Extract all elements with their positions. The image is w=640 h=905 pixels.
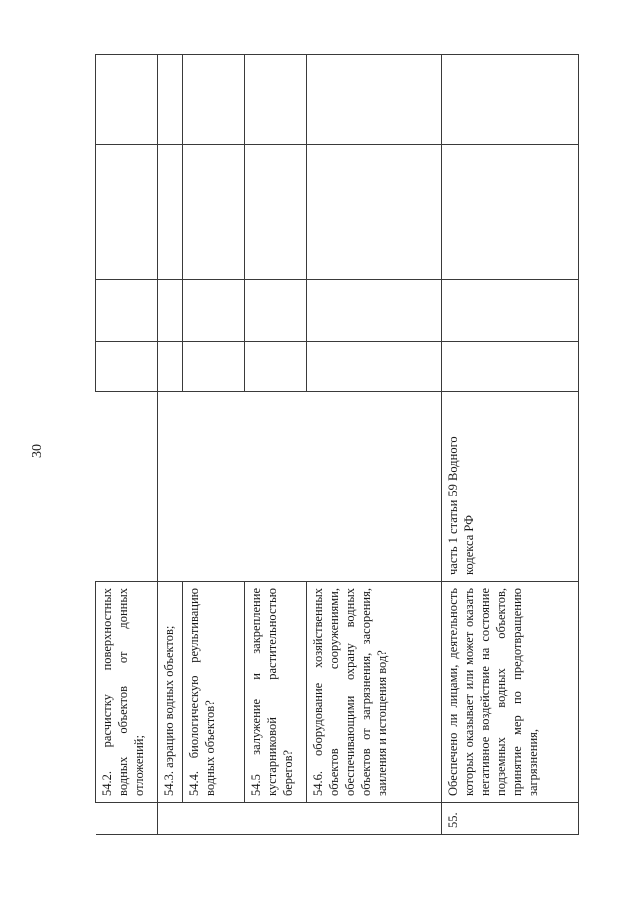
answer-cell-yes[interactable]	[158, 342, 183, 392]
answer-cell-yes[interactable]	[442, 342, 579, 392]
answer-cell-na[interactable]	[158, 145, 183, 280]
answer-cell-no[interactable]	[96, 280, 158, 342]
question-cell: 54.3. аэрацию водных объектов;	[158, 582, 183, 803]
reference-cell-empty	[183, 392, 245, 582]
checklist-table	[95, 54, 579, 835]
table-row	[442, 55, 579, 835]
answer-cell-na[interactable]	[245, 145, 307, 280]
question-cell: 54.2. расчистку поверхностных водных объектов от донных отложений;	[96, 582, 158, 803]
answer-cell-na[interactable]	[307, 145, 442, 280]
reference-cell-empty	[158, 392, 183, 582]
answer-cell-na[interactable]	[96, 145, 158, 280]
answer-cell-note[interactable]	[442, 55, 579, 145]
question-cell: Обеспечено ли лицами, деятельность которых оказывает или может оказать негативное воздействие на состояние подземных водных объектов, принятие мер по предотвращению загрязнения,	[442, 582, 579, 803]
question-cell: 54.4. биологическую реультивацию водных объектов?	[183, 582, 245, 803]
reference-cell-empty	[307, 392, 442, 582]
answer-cell-yes[interactable]	[307, 342, 442, 392]
answer-cell-na[interactable]	[183, 145, 245, 280]
answer-cell-note[interactable]	[96, 55, 158, 145]
answer-cell-note[interactable]	[158, 55, 183, 145]
table-row	[96, 55, 158, 835]
legal-reference-cell: часть 1 статьи 59 Водного кодекса РФ	[442, 392, 579, 582]
item-number: 55.	[442, 803, 579, 835]
table-row	[158, 55, 183, 835]
number-cell-empty	[158, 803, 183, 835]
answer-cell-no[interactable]	[183, 280, 245, 342]
answer-cell-note[interactable]	[307, 55, 442, 145]
answer-cell-no[interactable]	[307, 280, 442, 342]
answer-cell-note[interactable]	[183, 55, 245, 145]
question-cell: 54.5 залужение и закрепление кустарниковой растительностью берегов?	[245, 582, 307, 803]
number-cell-empty	[96, 803, 158, 835]
question-cell: 54.6. оборудование хозяйственных объектов сооружениями, обеспечивающими охрану водных объектов от загрязнения, засорения, заиления и истощения вод?	[307, 582, 442, 803]
reference-cell-empty	[245, 392, 307, 582]
table-row	[245, 55, 307, 835]
number-cell-empty	[245, 803, 307, 835]
table-row	[307, 55, 442, 835]
answer-cell-yes[interactable]	[183, 342, 245, 392]
answer-cell-no[interactable]	[158, 280, 183, 342]
answer-cell-na[interactable]	[442, 145, 579, 280]
answer-cell-no[interactable]	[442, 280, 579, 342]
answer-cell-yes[interactable]	[96, 342, 158, 392]
reference-cell-empty	[96, 392, 158, 582]
rotated-table-block	[95, 55, 578, 835]
answer-cell-yes[interactable]	[245, 342, 307, 392]
answer-cell-note[interactable]	[245, 55, 307, 145]
answer-cell-no[interactable]	[245, 280, 307, 342]
page-number: 30	[30, 444, 45, 458]
number-cell-empty	[307, 803, 442, 835]
number-cell-empty	[183, 803, 245, 835]
table-row	[183, 55, 245, 835]
